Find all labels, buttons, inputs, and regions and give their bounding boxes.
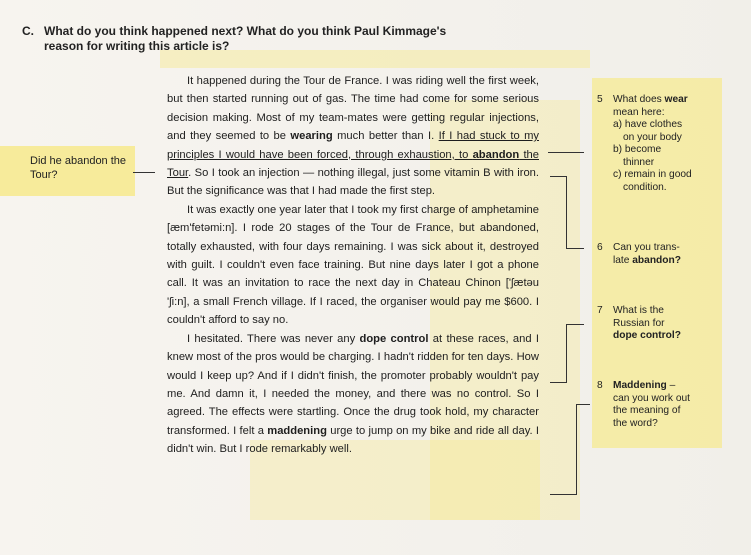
q5-prefix: What does	[613, 94, 665, 105]
p3-text-b: at these races, and I knew most of the pros would be charging. I hadn't ridden for ten days. How would I keep up? And if I didn't finish, the promoter probably wouldn't pay me. And damn it, I needed the money, and there was no control. So I agreed. The effects were startling. Once the drug took hold, my character transformed. I felt a	[167, 332, 540, 437]
q5-option-a: a) have clothes	[613, 119, 683, 130]
q7-suffix: ?	[674, 330, 681, 341]
q8-line-2: can you work out	[613, 392, 691, 404]
q5-option-a-cont: on your body	[623, 131, 682, 143]
question-line-1: What do you think happened next? What do you think Paul Kimmage's	[44, 24, 447, 38]
q5-option-b-cont: thinner	[623, 156, 655, 168]
q7-bracket-bottom	[550, 382, 567, 383]
question-6-body	[613, 242, 723, 267]
q6-bracket-top	[550, 176, 566, 177]
keyword-maddening: maddening	[267, 424, 327, 437]
q5-keyword: wear	[664, 94, 688, 105]
article-text	[167, 72, 539, 459]
q8-bracket-top	[576, 404, 590, 405]
q5-option-c: c) remain in good	[613, 169, 692, 180]
question-8-number: 8	[597, 380, 603, 391]
q6-line-1: Can you trans-	[613, 242, 680, 253]
q5-option-c-cont: condition.	[623, 181, 667, 193]
question-5-line-1	[613, 94, 723, 107]
q7-keyword: dope control	[613, 330, 675, 341]
q7-line-3	[613, 330, 723, 343]
q5-option-b: b) become	[613, 144, 662, 155]
q8-line-1	[613, 380, 723, 393]
q6-keyword: abandon	[632, 254, 675, 266]
question-6-number: 6	[597, 242, 603, 253]
question-8-body	[613, 380, 723, 430]
q7-line-2: Russian for	[613, 317, 665, 329]
q6-bracket-bottom	[566, 248, 584, 249]
q8-dash: –	[666, 380, 676, 391]
q7-bracket-top	[566, 324, 584, 325]
question-line-2: reason for writing this article is?	[44, 39, 230, 53]
p1-underline-a: If I had stuck to my principles I would have been forced, through exhaustion, to	[167, 130, 540, 161]
p3-text-a: I hesitated. There was never any	[187, 332, 360, 345]
q8-line-3: the meaning of	[613, 405, 681, 416]
question-7-body	[613, 305, 723, 343]
question-letter: C.	[22, 24, 34, 38]
keyword-dope-control: dope control	[359, 332, 429, 345]
p3-text-c: urge to jump on my bike and ride all day. I didn't win. But I rode remarkably well.	[167, 424, 539, 456]
q5-suffix: mean here:	[613, 106, 665, 118]
side-note: Did he abandon the Tour?	[30, 155, 127, 181]
keyword-abandon: abandon	[472, 148, 520, 161]
p1-text-b: much better than I.	[332, 130, 439, 143]
article-paragraph-3	[167, 330, 539, 459]
question-5-body	[613, 94, 723, 194]
q6-bracket-vertical	[566, 176, 567, 248]
q6-suffix: ?	[674, 254, 681, 266]
q7-line-1: What is the	[613, 305, 664, 316]
keyword-wearing: wearing	[290, 130, 333, 143]
p1-text-a: It happened during the Tour de France. I was riding well the first week, but then started running out of gas. The time had come for some serious decision making. Most of my team-mates were getting regular injections, and they seemed to be	[167, 75, 539, 143]
q8-line-4: the word?	[613, 417, 658, 429]
side-note-connector	[133, 172, 155, 173]
q7-bracket-vertical	[566, 324, 567, 382]
q6-line-2	[613, 255, 723, 268]
p1-underline-b: the Tour	[167, 148, 539, 180]
question-7-number: 7	[597, 305, 603, 316]
q5-connector	[548, 152, 584, 153]
q8-keyword: Maddening	[613, 380, 667, 391]
p1-text-c: . So I took an injection — nothing illegal, just some vitamin B with iron. But the significance was that I had made the first step.	[167, 167, 539, 198]
question-heading	[22, 24, 582, 54]
q8-bracket-bottom	[550, 494, 577, 495]
article-paragraph-2: It was exactly one year later that I took my first charge of amphetamine [æm'fetəmi:n]. I rode 20 stages of the Tour de France, but abandoned, totally exhausted, with four days remaining. I was sick about it, destroyed with guilt. I couldn't even face training. But nine days later I got a phone call. It was an invitation to race the next day in Chateau Chinon ['ʃætəu 'ʃi:n], a small French village. If I raced, the organiser would pay me $600. I couldn't afford to say no.	[167, 203, 539, 327]
question-5-number: 5	[597, 94, 603, 105]
article-paragraph-1	[167, 72, 539, 201]
q6-prefix: late	[613, 254, 633, 266]
q8-bracket-vertical	[576, 404, 577, 494]
